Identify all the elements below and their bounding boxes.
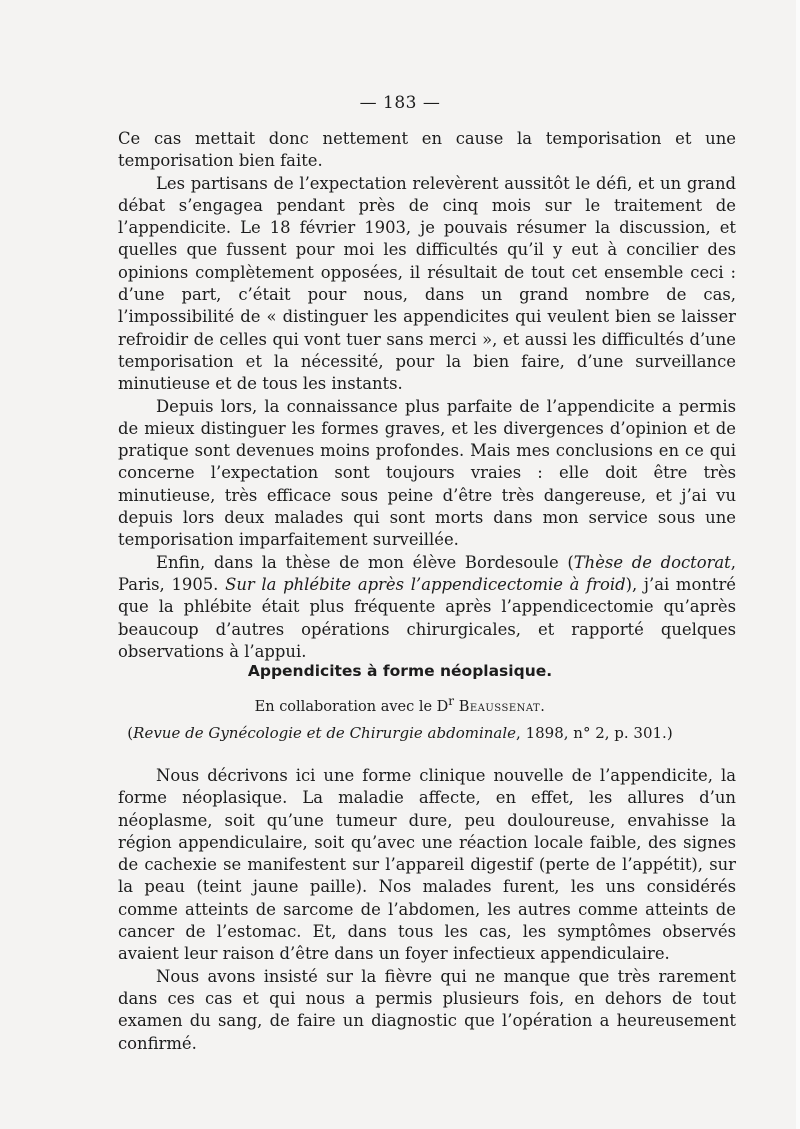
paragraph-partisans: Les partisans de l’expectation relevèrent aussitôt le défi, et un grand débat s’engagea pendant près de cinq mois sur le traitement de l’appendicite. Le 18 février 1903, je pouvais résumer la discussion, et quelles que fussent pour moi les difficultés qu’il y eut à concilier des opinions complètement opposées, il résultait de tout cet ensemble ceci : d’une part, c’était pour nous, dans un grand nombre de cas, l’impossibilité de « distinguer les appendicites qui veulent bien se laisser refroidir de celles qui vont tuer sans merci », et aussi les difficultés d’une temporisation et la nécessité, pour la bien faire, d’une surveillance minutieuse et de tous les instants.: [118, 173, 736, 394]
enfin-end: ), j’ai montré que la phlébite était plus fréquente après l’appendicectomie qu’après beaucoup d’autres opérations chirurgicales, et rapporté quelques observations à l’appui.: [118, 574, 737, 661]
page-edge: [796, 0, 800, 1129]
page-number: — 183 —: [359, 93, 441, 113]
paragraph-nous-avons: Nous avons insisté sur la fièvre qui ne manque que très rarement dans ces cas et qui nous a permis plusieurs fois, en dehors de tout examen du sang, de faire un diagnostic que l’opération a heureusement confirmé.: [118, 966, 736, 1053]
ref-rest: , 1898, n° 2, p. 301.): [516, 724, 673, 742]
enfin-middle: , Paris, 1905.: [118, 552, 736, 594]
collab-prefix: En collaboration avec le D: [254, 698, 449, 715]
enfin-title-italic: Sur la phlébite après l’appendicectomie à froid: [225, 574, 626, 594]
section-collaboration: [0, 690, 800, 718]
section-reference: [0, 722, 800, 744]
enfin-these-italic: Thèse de doctorat: [573, 552, 731, 572]
ref-journal: Revue de Gynécologie et de Chirurgie abdominale: [133, 724, 517, 742]
body-text-lower: [118, 765, 736, 1055]
section-title: Appendicites à forme néoplasique.: [247, 662, 553, 680]
paragraph-temporisation: Ce cas mettait donc nettement en cause la temporisation et une temporisation bien faite.: [118, 129, 736, 171]
ref-open: (: [127, 724, 134, 742]
paragraph-enfin: [118, 552, 736, 663]
body-text-upper: [118, 128, 736, 663]
enfin-start: Enfin, dans la thèse de mon élève Bordesoule (: [156, 552, 574, 572]
collab-sup: r: [448, 694, 455, 708]
paragraph-nous-decrivons: Nous décrivons ici une forme clinique nouvelle de l’appendicite, la forme néoplasique. La maladie affecte, en effet, les allures d’un néoplasme, soit qu’une tumeur dure, peu douloureuse, envahisse la région appendiculaire, soit qu’avec une réaction locale faible, des signes de cachexie se manifestent sur l’appareil digestif (perte de l’appétit), sur la peau (teint jaune paille). Nos malades furent, les uns considérés comme atteints de sarcome de l’abdomen, les autres comme atteints de cancer de l’estomac. Et, dans tous les cas, les symptômes observés avaient leur raison d’être dans un foyer infectieux appendiculaire.: [118, 766, 736, 964]
paragraph-depuis-lors: Depuis lors, la connaissance plus parfaite de l’appendicite a permis de mieux distinguer les formes graves, et les divergences d’opinion et de pratique sont devenues moins profondes. Mais mes conclusions en ce qui concerne l’expectation sont toujours vraies : elle doit être très minutieuse, très efficace sous peine d’être très dangereuse, et j’ai vu depuis lors deux malades qui sont morts dans mon service sous une temporisation imparfaitement surveillée.: [118, 396, 736, 550]
collab-name: Beaussenat.: [458, 698, 546, 715]
